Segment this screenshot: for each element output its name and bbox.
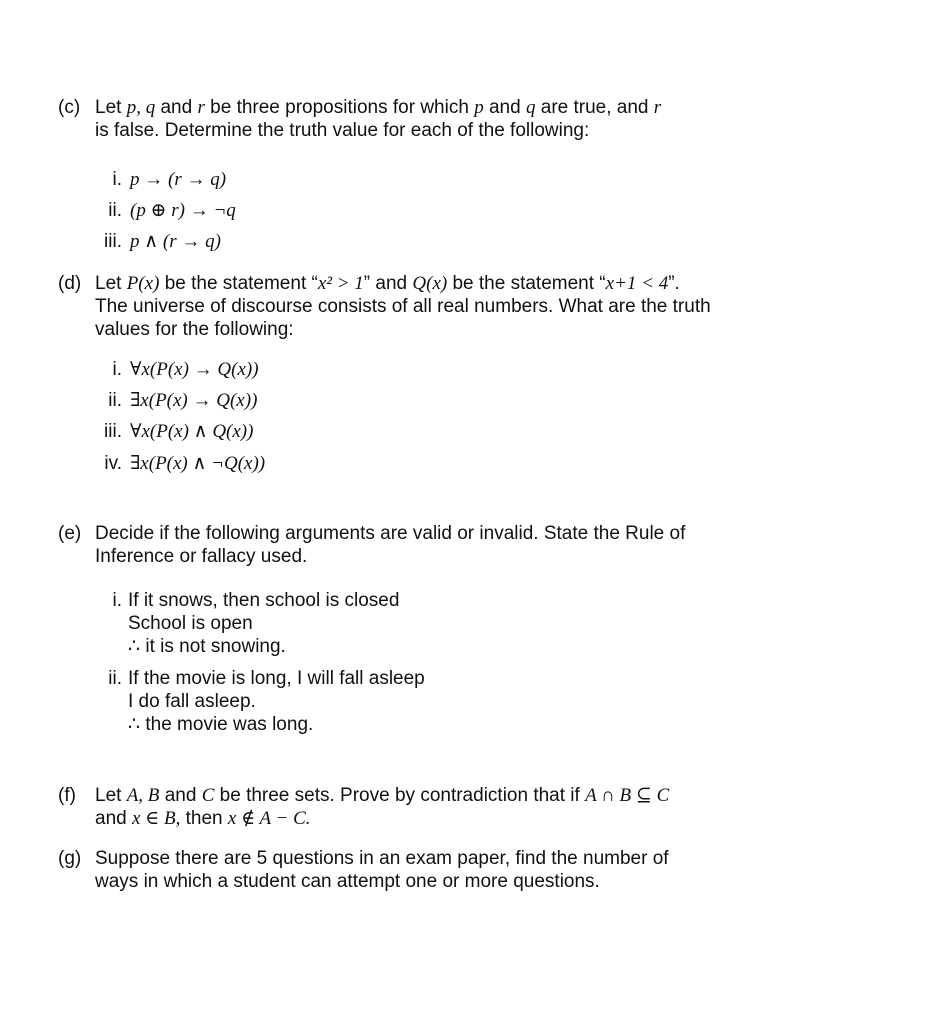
question-d-item-3: iii. ∀x(P(x) ∧ Q(x)) (104, 421, 254, 442)
question-c-item-2: ii. (p ⊕ r) → ¬q (108, 200, 236, 221)
question-d-stem (95, 272, 795, 341)
question-c-item-3: iii. p ∧ (r → q) (104, 231, 221, 252)
question-e-argument-2: ii. If the movie is long, I will fall asleep I do fall asleep. ∴ the movie was long. (108, 668, 425, 735)
question-g-line-1: Suppose there are 5 questions in an exam paper, find the number of (95, 848, 669, 869)
question-e-label: (e) (58, 523, 82, 544)
question-d-item-4: iv. ∃x(P(x) ∧ ¬Q(x)) (104, 453, 266, 474)
question-g-label: (g) (58, 848, 82, 869)
question-e-line-2: Inference or fallacy used. (95, 546, 308, 567)
question-f-line-2: and x ∈ B, then x ∉ A − C. (95, 808, 311, 829)
question-d-line-3: values for the following: (95, 319, 294, 340)
question-d-item-2: ii. ∃x(P(x) → Q(x)) (108, 390, 258, 411)
question-f-line-1: Let A, B and C be three sets. Prove by contradiction that if A ∩ B ⊆ C (95, 785, 670, 806)
question-d-line-2: The universe of discourse consists of all real numbers. What are the truth (95, 296, 711, 317)
question-f-stem (95, 784, 795, 830)
question-c-line-2: is false. Determine the truth value for each of the following: (95, 120, 590, 141)
question-g-line-2: ways in which a student can attempt one or more questions. (95, 871, 600, 892)
question-f-label: (f) (58, 785, 76, 806)
question-d-label: (d) (58, 273, 82, 294)
question-e-line-1: Decide if the following arguments are valid or invalid. State the Rule of (95, 523, 686, 544)
question-c-item-1: i. p → (r → q) (112, 169, 227, 190)
question-e-stem (95, 522, 795, 568)
question-c-label: (c) (58, 97, 81, 118)
question-c-stem (95, 96, 795, 142)
question-d-line-1: Let P(x) be the statement “x² > 1” and Q(x) be the statement “x+1 < 4”. (95, 273, 680, 294)
question-d-item-1: i. ∀x(P(x) → Q(x)) (112, 359, 259, 380)
question-c-line-1: Let p, q and r be three propositions for which p and q are true, and r (95, 97, 662, 118)
question-g-stem (95, 847, 795, 893)
question-e-argument-1: i. If it snows, then school is closed School is open ∴ it is not snowing. (112, 590, 400, 657)
